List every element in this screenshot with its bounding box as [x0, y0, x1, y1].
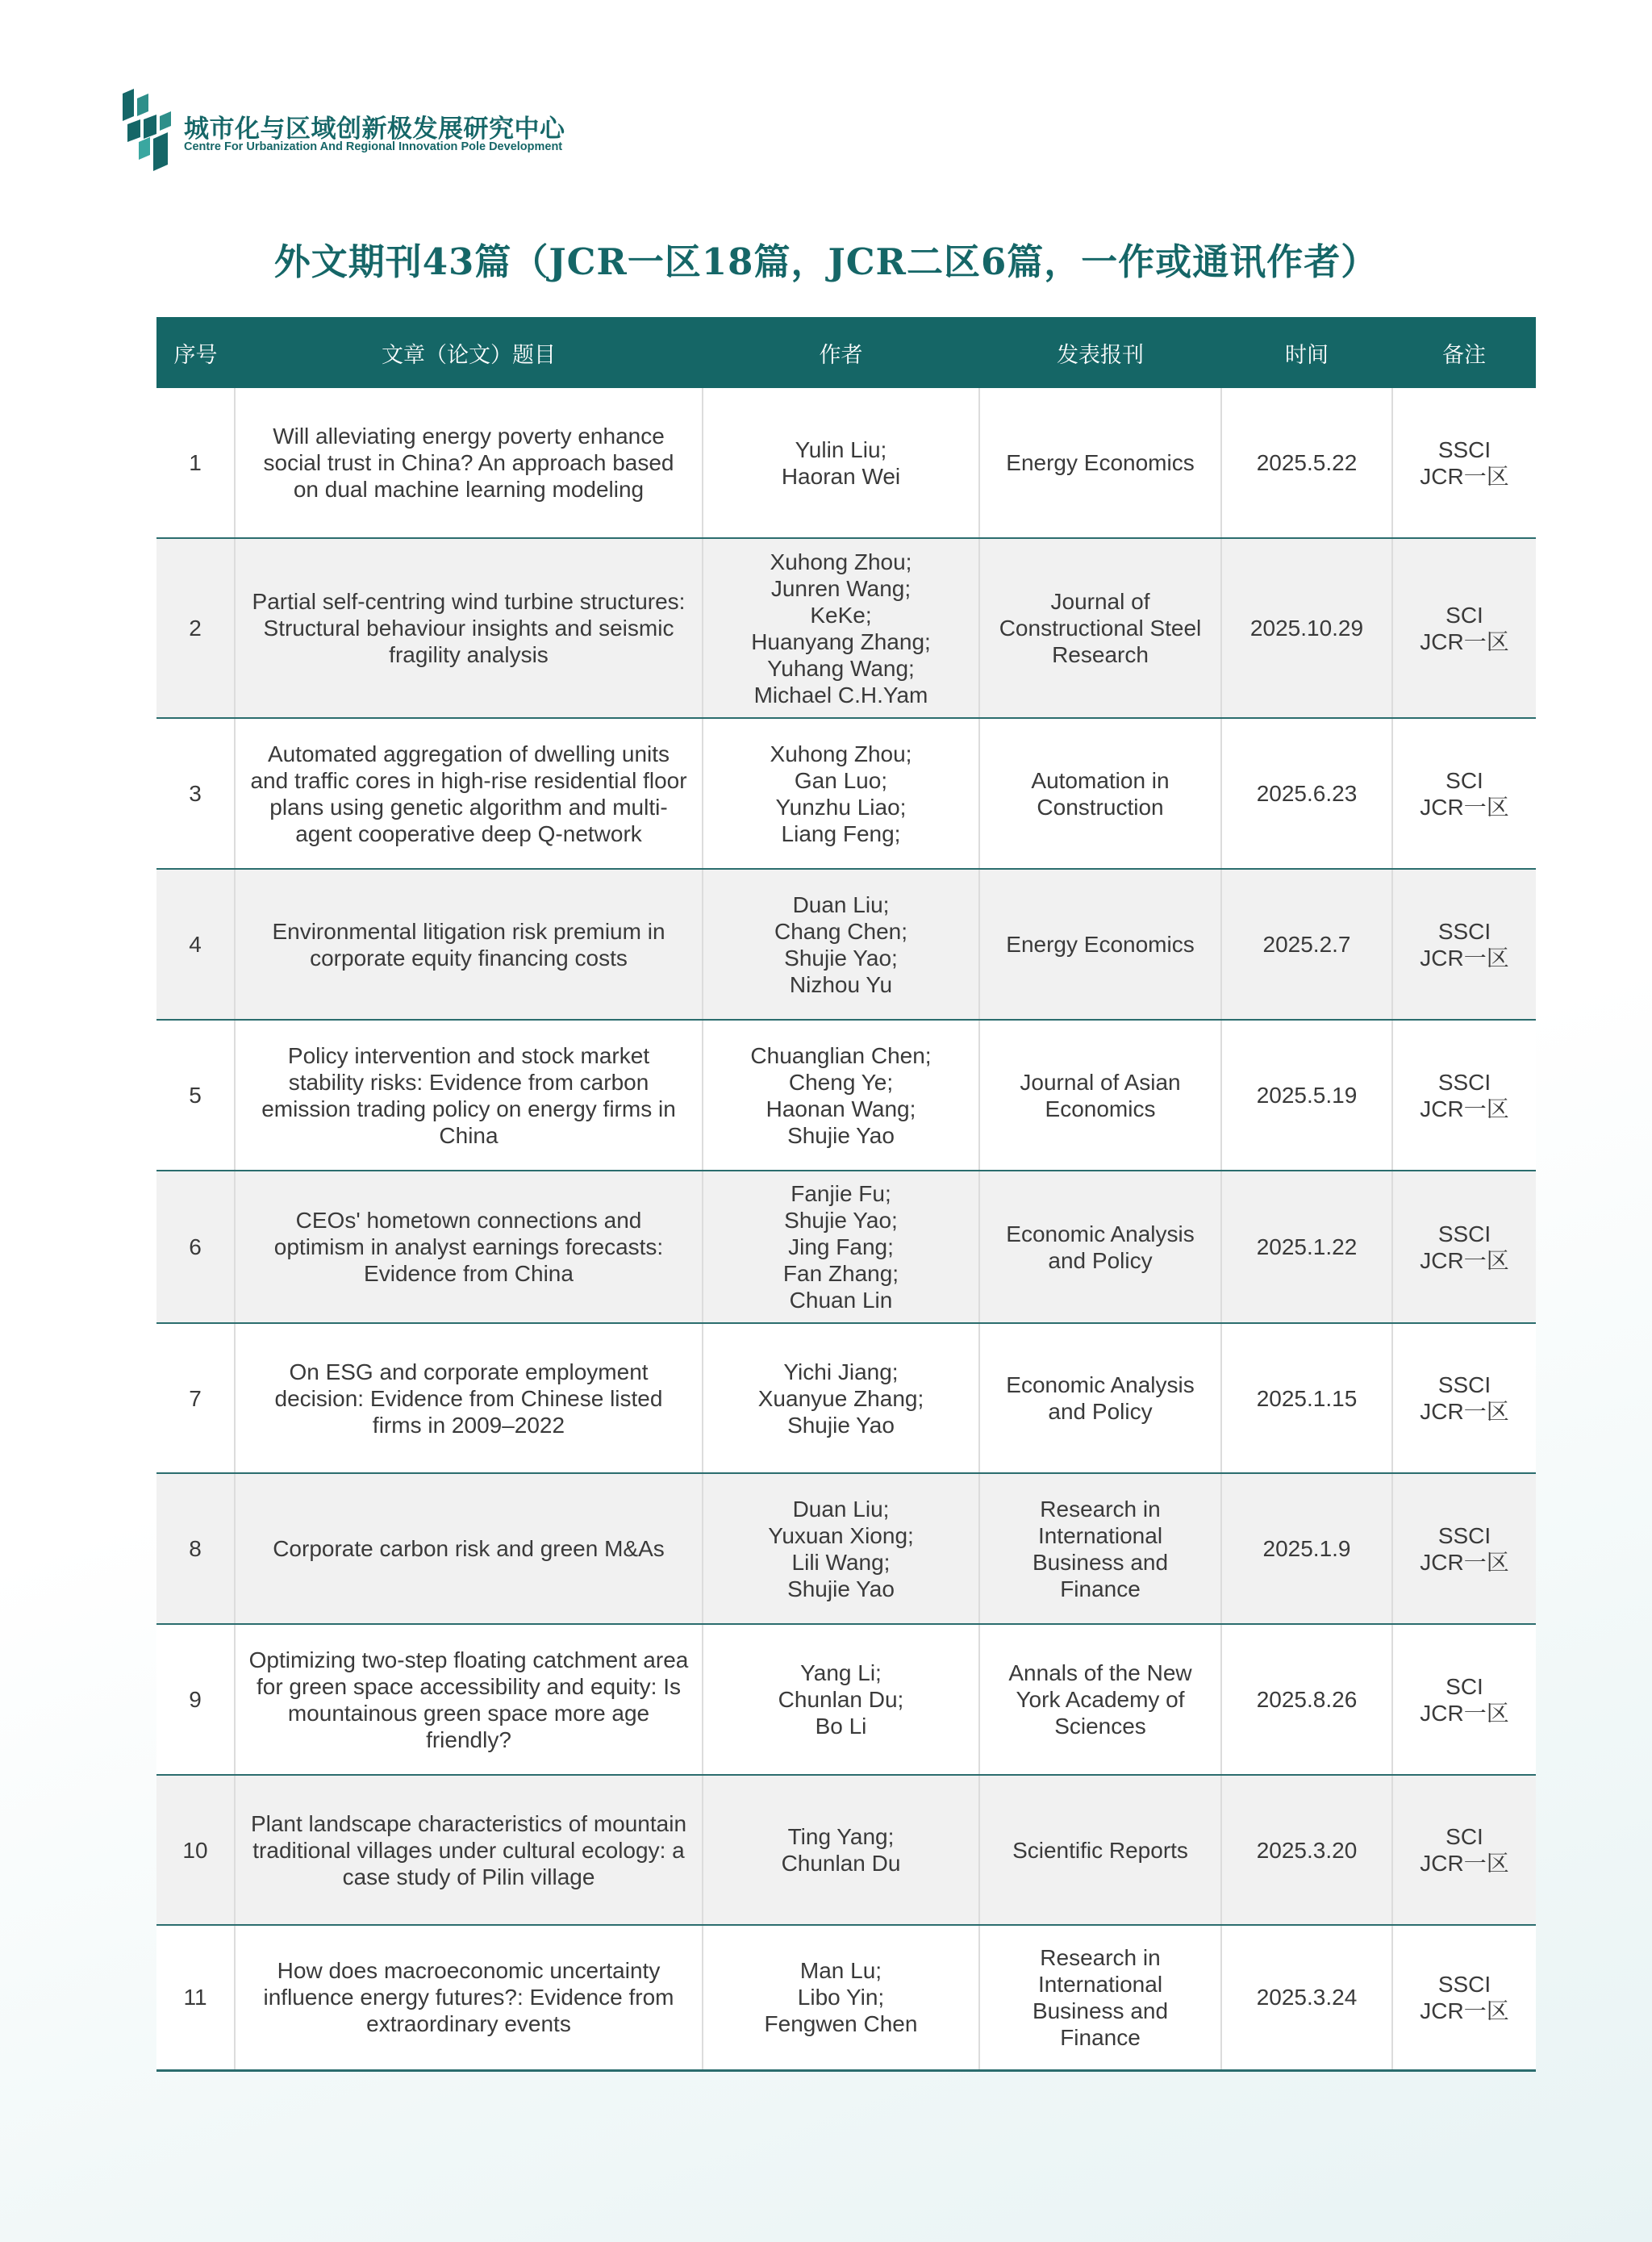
- cell-authors: Chuanglian Chen; Cheng Ye; Haonan Wang; Shujie Yao: [703, 1020, 979, 1171]
- cell-journal: Energy Economics: [979, 388, 1221, 538]
- col-header-date: 时间: [1221, 317, 1392, 388]
- cell-no: 6: [156, 1171, 235, 1323]
- cell-authors: Xuhong Zhou; Junren Wang; KeKe; Huanyang Zhang; Yuhang Wang; Michael C.H.Yam: [703, 538, 979, 718]
- table-row: [156, 1171, 1536, 1323]
- cell-date: 2025.6.23: [1221, 718, 1392, 869]
- cell-date: 2025.3.24: [1221, 1925, 1392, 2070]
- cell-note: SSCI JCR一区: [1392, 1473, 1536, 1624]
- cell-title: Optimizing two-step floating catchment area for green space accessibility and equity: Is mountainous green space more age friendly?: [235, 1624, 703, 1775]
- cell-note: SCI JCR一区: [1392, 1624, 1536, 1775]
- cell-title: On ESG and corporate employment decision: Evidence from Chinese listed firms in 2009–2022: [235, 1323, 703, 1473]
- cell-note: SSCI JCR一区: [1392, 869, 1536, 1020]
- cell-journal: Research in International Business and Finance: [979, 1473, 1221, 1624]
- cell-authors: Xuhong Zhou; Gan Luo; Yunzhu Liao; Liang Feng;: [703, 718, 979, 869]
- cell-no: 1: [156, 388, 235, 538]
- cell-journal: Economic Analysis and Policy: [979, 1323, 1221, 1473]
- cell-date: 2025.1.22: [1221, 1171, 1392, 1323]
- cell-note: SSCI JCR一区: [1392, 1171, 1536, 1323]
- table-row: [156, 388, 1536, 538]
- cell-title: Plant landscape characteristics of mountain traditional villages under cultural ecology: a case study of Pilin village: [235, 1775, 703, 1925]
- cell-no: 10: [156, 1775, 235, 1925]
- cell-authors: Yichi Jiang; Xuanyue Zhang; Shujie Yao: [703, 1323, 979, 1473]
- cell-no: 3: [156, 718, 235, 869]
- cell-title: Automated aggregation of dwelling units and traffic cores in high-rise residential floor plans using genetic algorithm and multi-agent cooperative deep Q-network: [235, 718, 703, 869]
- table-row: [156, 1020, 1536, 1171]
- cell-authors: Ting Yang; Chunlan Du: [703, 1775, 979, 1925]
- col-header-title: 文章（论文）题目: [235, 317, 703, 388]
- table-row: [156, 718, 1536, 869]
- org-name-cn: 城市化与区域创新极发展研究中心: [184, 115, 565, 144]
- cell-date: 2025.5.22: [1221, 388, 1392, 538]
- cell-title: Environmental litigation risk premium in corporate equity financing costs: [235, 869, 703, 1020]
- cell-journal: Annals of the New York Academy of Sciences: [979, 1624, 1221, 1775]
- col-header-note: 备注: [1392, 317, 1536, 388]
- cell-no: 4: [156, 869, 235, 1020]
- table-row: [156, 1323, 1536, 1473]
- cell-title: Partial self-centring wind turbine structures: Structural behaviour insights and seismic fragility analysis: [235, 538, 703, 718]
- cell-authors: Yang Li; Chunlan Du; Bo Li: [703, 1624, 979, 1775]
- table-row: [156, 869, 1536, 1020]
- cell-note: SSCI JCR一区: [1392, 388, 1536, 538]
- table-row: [156, 1473, 1536, 1624]
- table-header-row: [156, 317, 1536, 388]
- cell-journal: Journal of Asian Economics: [979, 1020, 1221, 1171]
- cell-title: Will alleviating energy poverty enhance social trust in China? An approach based on dual machine learning modeling: [235, 388, 703, 538]
- page-title: 外文期刊43篇（JCR一区18篇，JCR二区6篇，一作或通讯作者）: [273, 240, 1379, 283]
- cell-journal: Economic Analysis and Policy: [979, 1171, 1221, 1323]
- cell-no: 2: [156, 538, 235, 718]
- cell-no: 9: [156, 1624, 235, 1775]
- table-row: [156, 1775, 1536, 1925]
- cell-journal: Automation in Construction: [979, 718, 1221, 869]
- cell-title: Corporate carbon risk and green M&As: [235, 1473, 703, 1624]
- table-row: [156, 1925, 1536, 2070]
- cell-no: 8: [156, 1473, 235, 1624]
- cell-date: 2025.3.20: [1221, 1775, 1392, 1925]
- org-name-en: Centre For Urbanization And Regional Innovation Pole Development: [184, 140, 563, 153]
- cell-note: SCI JCR一区: [1392, 718, 1536, 869]
- cell-authors: Fanjie Fu; Shujie Yao; Jing Fang; Fan Zhang; Chuan Lin: [703, 1171, 979, 1323]
- cell-authors: Yulin Liu; Haoran Wei: [703, 388, 979, 538]
- cell-date: 2025.8.26: [1221, 1624, 1392, 1775]
- cell-date: 2025.10.29: [1221, 538, 1392, 718]
- cell-no: 11: [156, 1925, 235, 2070]
- cell-date: 2025.2.7: [1221, 869, 1392, 1020]
- table-row: [156, 538, 1536, 718]
- cell-note: SSCI JCR一区: [1392, 1925, 1536, 2070]
- cell-title: How does macroeconomic uncertainty influence energy futures?: Evidence from extraordinary events: [235, 1925, 703, 2070]
- cell-no: 7: [156, 1323, 235, 1473]
- col-header-authors: 作者: [703, 317, 979, 388]
- cell-journal: Journal of Constructional Steel Research: [979, 538, 1221, 718]
- cell-note: SCI JCR一区: [1392, 1775, 1536, 1925]
- org-logo-icon: [121, 87, 176, 171]
- cell-journal: Research in International Business and Finance: [979, 1925, 1221, 2070]
- table-row: [156, 1624, 1536, 1775]
- cell-date: 2025.1.15: [1221, 1323, 1392, 1473]
- cell-title: CEOs' hometown connections and optimism in analyst earnings forecasts: Evidence from China: [235, 1171, 703, 1323]
- cell-title: Policy intervention and stock market stability risks: Evidence from carbon emission trading policy on energy firms in China: [235, 1020, 703, 1171]
- cell-no: 5: [156, 1020, 235, 1171]
- cell-authors: Man Lu; Libo Yin; Fengwen Chen: [703, 1925, 979, 2070]
- cell-date: 2025.1.9: [1221, 1473, 1392, 1624]
- col-header-journal: 发表报刊: [979, 317, 1221, 388]
- cell-authors: Duan Liu; Yuxuan Xiong; Lili Wang; Shujie Yao: [703, 1473, 979, 1624]
- publications-table: [156, 317, 1536, 2072]
- cell-authors: Duan Liu; Chang Chen; Shujie Yao; Nizhou Yu: [703, 869, 979, 1020]
- cell-journal: Scientific Reports: [979, 1775, 1221, 1925]
- cell-journal: Energy Economics: [979, 869, 1221, 1020]
- cell-note: SCI JCR一区: [1392, 538, 1536, 718]
- col-header-no: 序号: [156, 317, 235, 388]
- cell-note: SSCI JCR一区: [1392, 1323, 1536, 1473]
- cell-date: 2025.5.19: [1221, 1020, 1392, 1171]
- cell-note: SSCI JCR一区: [1392, 1020, 1536, 1171]
